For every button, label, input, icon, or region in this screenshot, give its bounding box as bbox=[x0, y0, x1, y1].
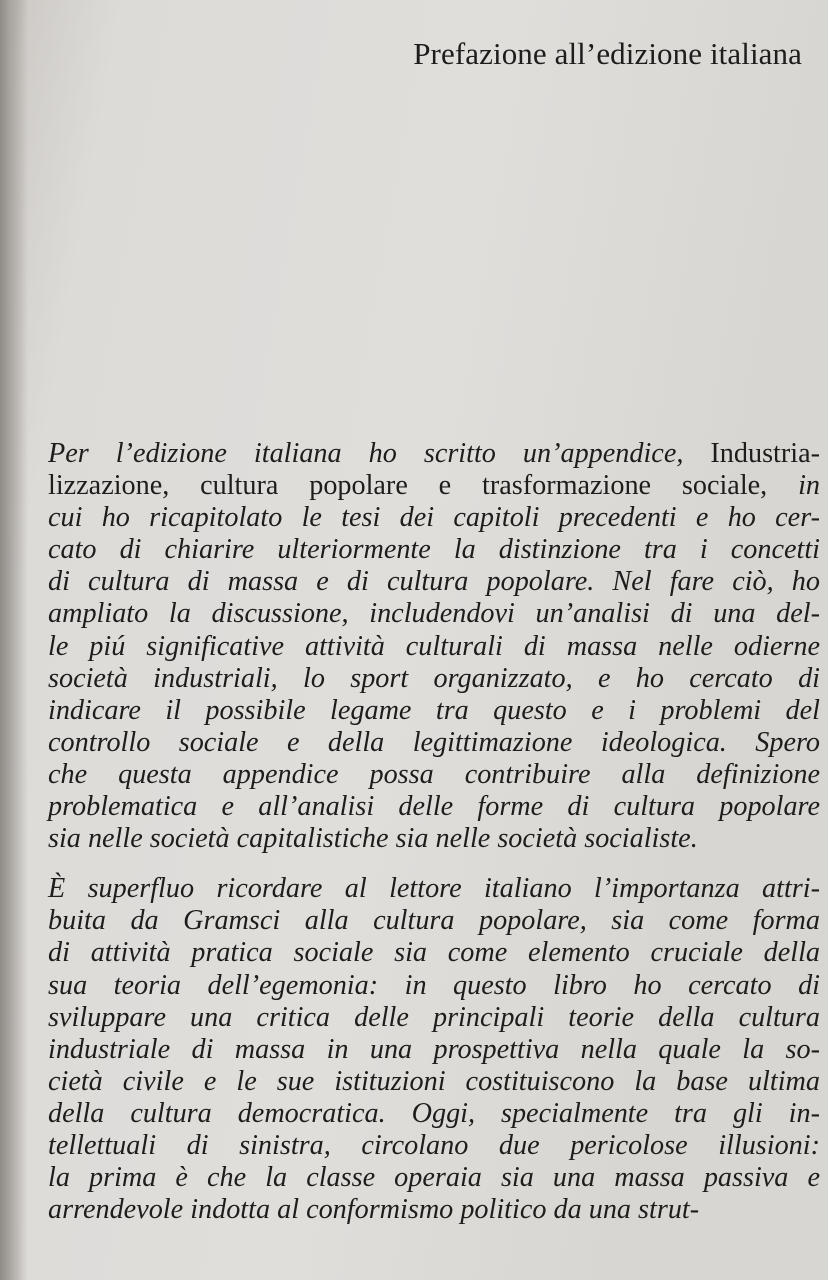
italic-text: che questa appendice possa contribuire alla definizione bbox=[48, 758, 820, 790]
text-line bbox=[48, 1002, 820, 1034]
text-line bbox=[48, 1130, 820, 1162]
italic-text: industriale di massa in una prospettiva nella quale la so- bbox=[48, 1033, 820, 1065]
italic-text: arrendevole indotta al conformismo politico da una strut- bbox=[48, 1194, 700, 1226]
italic-text: società industriali, lo sport organizzato, e ho cercato di bbox=[48, 662, 820, 694]
text-line bbox=[48, 470, 820, 502]
text-line bbox=[48, 598, 820, 630]
italic-text: sua teoria dell’egemonia: in questo libro ho cercato di bbox=[48, 969, 820, 1001]
text-line bbox=[48, 663, 820, 695]
italic-text: le piú significative attività culturali di massa nelle odierne bbox=[48, 630, 820, 662]
italic-text: in bbox=[798, 470, 820, 502]
text-line bbox=[48, 873, 820, 905]
text-line bbox=[48, 1162, 820, 1194]
text-line bbox=[48, 1066, 820, 1098]
text-line bbox=[48, 1034, 820, 1066]
body-text bbox=[48, 438, 820, 1226]
paragraph-gap bbox=[48, 855, 820, 873]
italic-text: buita da Gramsci alla cultura popolare, sia come forma bbox=[48, 905, 820, 937]
italic-text: cato di chiarire ulteriormente la distinzione tra i concetti bbox=[48, 534, 820, 566]
italic-text: Per l’edizione italiana ho scritto un’appendice, bbox=[48, 438, 711, 469]
text-line bbox=[48, 534, 820, 566]
roman-text: Industria- bbox=[710, 438, 820, 469]
italic-text: sia nelle società capitalistiche sia nelle società socialiste. bbox=[48, 823, 698, 855]
italic-text: controllo sociale e della legittimazione ideologica. Spero bbox=[48, 726, 820, 758]
text-line bbox=[48, 937, 820, 969]
text-line bbox=[48, 905, 820, 937]
italic-text: ampliato la discussione, includendovi un’analisi di una del- bbox=[48, 598, 820, 630]
roman-text: lizzazione, cultura popolare e trasformazione sociale, bbox=[48, 470, 799, 502]
page-gutter-shadow bbox=[0, 0, 28, 1280]
paragraph bbox=[48, 438, 820, 855]
italic-text: cietà civile e le sue istituzioni costituiscono la base ultima bbox=[48, 1065, 820, 1097]
text-line bbox=[48, 1194, 820, 1226]
italic-text: problematica e all’analisi delle forme di cultura popolare bbox=[48, 791, 820, 823]
paragraph bbox=[48, 873, 820, 1226]
italic-text: indicare il possibile legame tra questo e i problemi del bbox=[48, 694, 820, 726]
text-line bbox=[48, 759, 820, 791]
text-line bbox=[48, 791, 820, 823]
text-line bbox=[48, 970, 820, 1002]
text-line bbox=[48, 823, 820, 855]
italic-text: sviluppare una critica delle principali teorie della cultura bbox=[48, 1001, 820, 1033]
text-line bbox=[48, 566, 820, 598]
text-line bbox=[48, 727, 820, 759]
italic-text: di cultura di massa e di cultura popolare. Nel fare ciò, ho bbox=[48, 566, 820, 598]
italic-text: cui ho ricapitolato le tesi dei capitoli precedenti e ho cer- bbox=[48, 502, 820, 534]
text-line bbox=[48, 438, 820, 470]
italic-text: la prima è che la classe operaia sia una massa passiva e bbox=[48, 1162, 820, 1194]
text-line bbox=[48, 695, 820, 727]
italic-text: di attività pratica sociale sia come elemento cruciale della bbox=[48, 937, 820, 969]
text-line bbox=[48, 631, 820, 663]
italic-text: È superfluo ricordare al lettore italiano l’importanza attri- bbox=[48, 873, 820, 905]
text-line bbox=[48, 1098, 820, 1130]
italic-text: della cultura democratica. Oggi, specialmente tra gli in- bbox=[48, 1097, 820, 1129]
text-line bbox=[48, 502, 820, 534]
italic-text: tellettuali di sinistra, circolano due pericolose illusioni: bbox=[48, 1129, 820, 1161]
page-heading: Prefazione all’edizione italiana bbox=[413, 36, 802, 71]
